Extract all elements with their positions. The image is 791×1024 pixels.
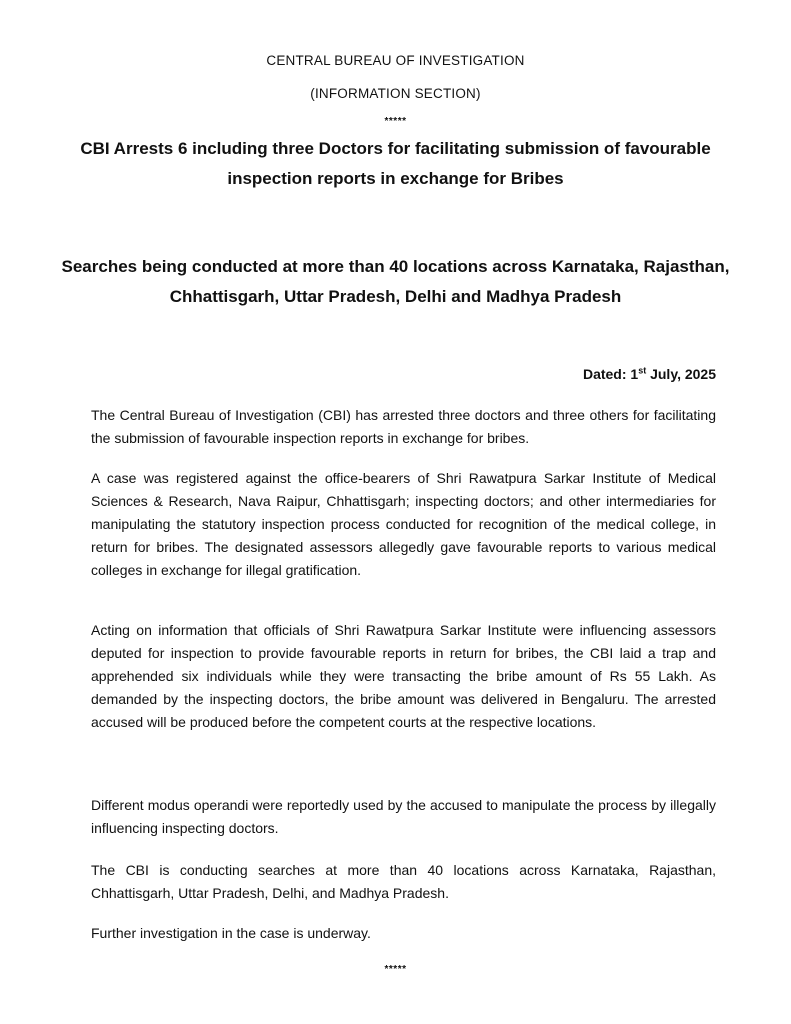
paragraph-5: The CBI is conducting searches at more than 40 locations across Karnataka, Rajasthan, Chhattisgarh, Uttar Pradesh, Delhi, and Madhya Pradesh. [91,862,716,901]
headline: CBI Arrests 6 including three Doctors for facilitating submission of favourable inspection reports in exchange for Bribes [80,139,711,188]
dateline-prefix: Dated: 1 [582,366,639,382]
agency-name: CENTRAL BUREAU OF INVESTIGATION [266,53,525,68]
bottom-separator: ***** [384,964,407,975]
top-separator: ***** [384,116,407,127]
paragraph-3: Acting on information that officials of Shri Rawatpura Sarkar Institute were influencing assessors deputed for inspection to provide favourable reports in return for bribes, the CBI laid a trap and apprehended six individuals while they were transacting the bribe amount of Rs 55 Lakh. As demanded by the inspecting doctors, the bribe amount was delivered in Bengaluru. The arrested accused will be produced before the competent courts at the respective locations. [91,622,716,730]
paragraph-4: Different modus operandi were reportedly used by the accused to manipulate the process by illegally influencing inspecting doctors. [91,797,716,836]
dateline-rest: July, 2025 [646,366,716,382]
dateline-suffix: st [638,365,647,376]
paragraph-1: The Central Bureau of Investigation (CBI) has arrested three doctors and three others for facilitating the submission of favourable inspection reports in exchange for bribes. [91,407,716,446]
subheadline: Searches being conducted at more than 40 locations across Karnataka, Rajasthan, Chhattisgarh, Uttar Pradesh, Delhi and Madhya Pradesh [61,257,730,306]
paragraph-6: Further investigation in the case is underway. [91,925,371,941]
paragraph-2: A case was registered against the office-bearers of Shri Rawatpura Sarkar Institute of Medical Sciences & Research, Nava Raipur, Chhattisgarh; inspecting doctors; and other intermediaries for manipulating the statutory inspection process conducted for recognition of the medical college, in return for bribes. The designated assessors allegedly gave favourable reports to various medical colleges in exchange for illegal gratification. [91,470,716,578]
dateline [583,366,716,382]
section-name: (INFORMATION SECTION) [310,86,481,101]
